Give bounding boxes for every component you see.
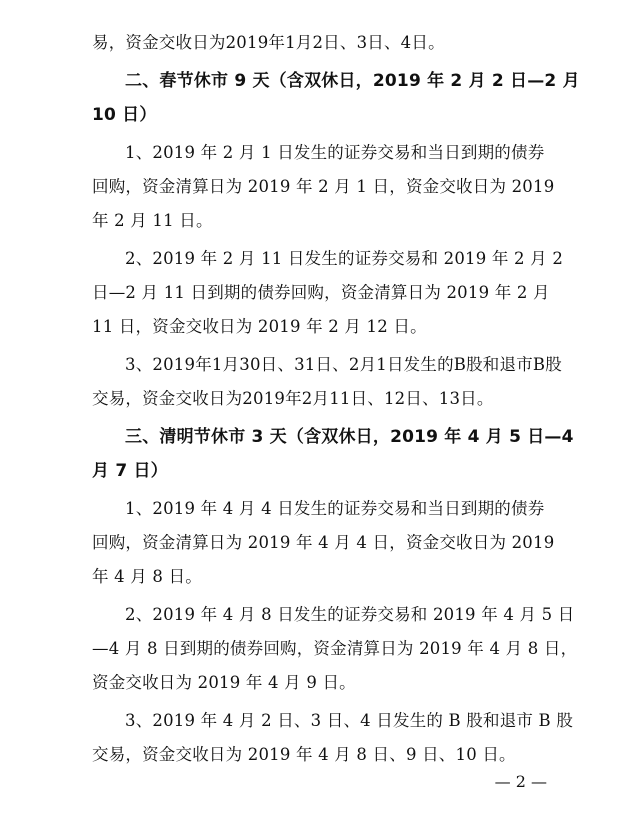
paragraph-first-line: 1、2019 年 4 月 4 日发生的证券交易和当日到期的债券	[125, 499, 545, 518]
text-line: 11 日，资金交收日为 2019 年 2 月 12 日。	[92, 317, 427, 336]
section-heading-continuation: 10 日）	[92, 105, 157, 125]
text-line: 年 2 月 11 日。	[92, 211, 213, 230]
text-line: 交易，资金交收日为2019年2月11日、12日、13日。	[92, 389, 494, 408]
paragraph-first-line: 1、2019 年 2 月 1 日发生的证券交易和当日到期的债券	[125, 143, 545, 162]
paragraph-first-line: 2、2019 年 4 月 8 日发生的证券交易和 2019 年 4 月 5 日	[125, 605, 575, 624]
text-line: 日—2 月 11 日到期的债券回购，资金清算日为 2019 年 2 月	[92, 283, 550, 302]
text-line: 交易，资金交收日为 2019 年 4 月 8 日、9 日、10 日。	[92, 745, 516, 764]
text-line: —4 月 8 日到期的债券回购，资金清算日为 2019 年 4 月 8 日，	[92, 639, 578, 658]
document-body	[92, 26, 580, 772]
text-line: 回购，资金清算日为 2019 年 4 月 4 日，资金交收日为 2019	[92, 533, 555, 552]
paragraph-first-line: 3、2019年1月30日、31日、2月1日发生的B股和退市B股	[125, 355, 562, 374]
page-number: — 2 —	[494, 772, 547, 791]
paragraph-first-line: 2、2019 年 2 月 11 日发生的证券交易和 2019 年 2 月 2	[125, 249, 564, 268]
section-heading-continuation: 月 7 日）	[92, 461, 168, 481]
text-line: 资金交收日为 2019 年 4 月 9 日。	[92, 673, 356, 692]
section-heading-qingming: 三、清明节休市 3 天（含双休日，2019 年 4 月 5 日—4	[125, 427, 574, 447]
text-line: 回购，资金清算日为 2019 年 2 月 1 日，资金交收日为 2019	[92, 177, 555, 196]
text-line: 易，资金交收日为2019年1月2日、3日、4日。	[92, 33, 445, 52]
paragraph-first-line: 3、2019 年 4 月 2 日、3 日、4 日发生的 B 股和退市 B 股	[125, 711, 574, 730]
section-heading-spring-festival: 二、春节休市 9 天（含双休日，2019 年 2 月 2 日—2 月	[125, 71, 580, 91]
text-line: 年 4 月 8 日。	[92, 567, 202, 586]
